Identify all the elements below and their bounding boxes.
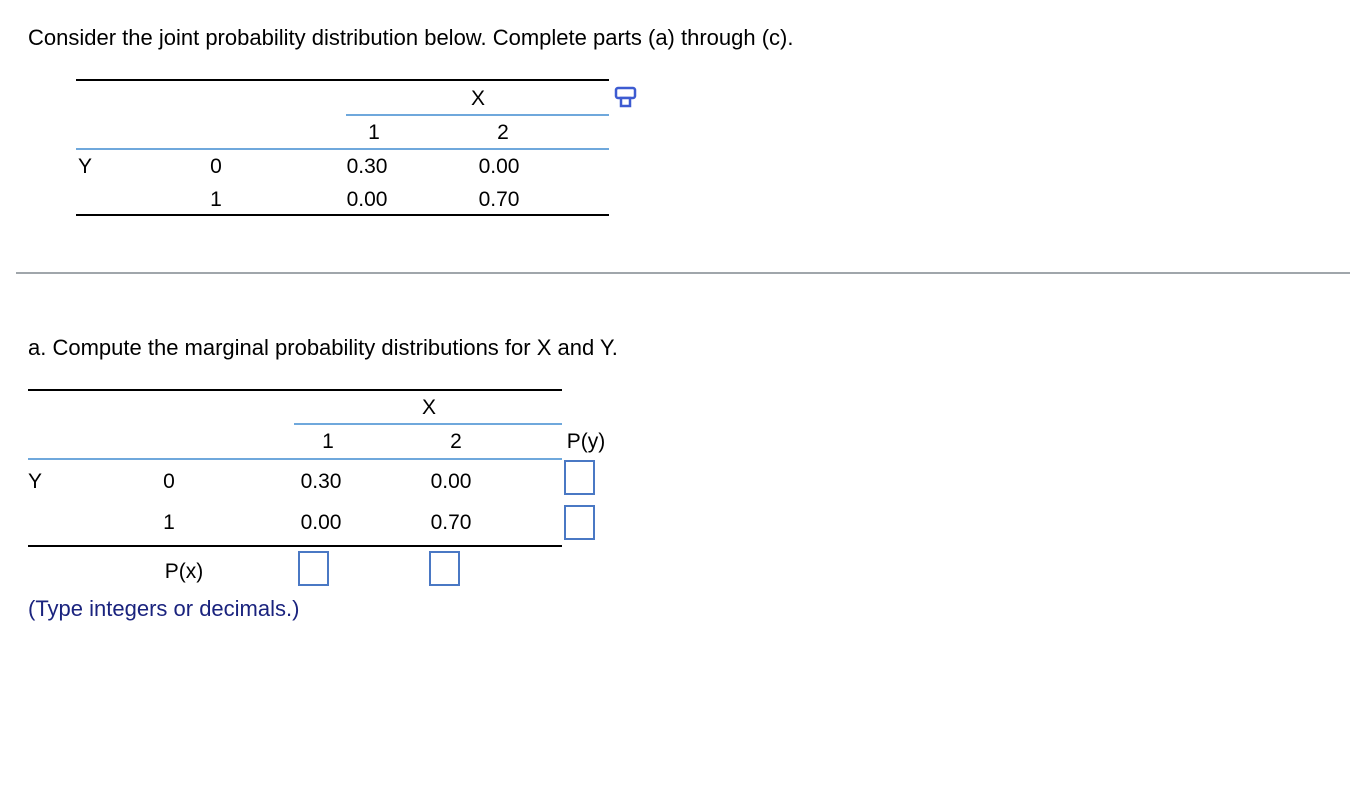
cell-y0-x2: 0.00	[478, 155, 520, 178]
answer-format-hint: (Type integers or decimals.)	[28, 596, 300, 621]
px-2-input[interactable]	[429, 551, 460, 586]
marginal-x-value-1: 1	[322, 430, 334, 453]
copy-to-clipboard-icon[interactable]	[613, 86, 639, 108]
py-0-input[interactable]	[564, 460, 595, 495]
table-top-rule	[76, 79, 609, 81]
table-bottom-rule	[76, 214, 609, 216]
cell-y1-x1: 0.00	[346, 188, 388, 211]
marginal-cell-y0-x1: 0.30	[300, 470, 342, 493]
py-1-input[interactable]	[564, 505, 595, 540]
y-header: Y	[78, 155, 93, 178]
py-header: P(y)	[566, 430, 606, 453]
marginal-table-bottom-rule	[28, 545, 562, 547]
px-1-input[interactable]	[298, 551, 329, 586]
marginal-cell-y0-x2: 0.00	[430, 470, 472, 493]
marginal-y-header: Y	[28, 470, 43, 493]
marginal-cell-y1-x1: 0.00	[300, 511, 342, 534]
px-label: P(x)	[164, 560, 204, 583]
cell-y1-x2: 0.70	[478, 188, 520, 211]
marginal-x-header-rule	[294, 423, 562, 425]
marginal-y-value-0: 0	[163, 470, 175, 493]
marginal-table-top-rule	[28, 389, 562, 391]
x-header-rule	[346, 114, 609, 116]
part-a-prompt: a. Compute the marginal probability distributions for X and Y.	[28, 335, 618, 360]
y-value-1: 1	[210, 188, 222, 211]
section-divider	[16, 272, 1350, 274]
x-value-1: 1	[368, 121, 380, 144]
marginal-column-header-rule	[28, 458, 562, 460]
marginal-x-header: X	[421, 396, 437, 419]
x-header: X	[470, 87, 486, 110]
cell-y0-x1: 0.30	[346, 155, 388, 178]
marginal-y-value-1: 1	[163, 511, 175, 534]
column-header-rule	[76, 148, 609, 150]
marginal-x-value-2: 2	[450, 430, 462, 453]
y-value-0: 0	[210, 155, 222, 178]
x-value-2: 2	[497, 121, 509, 144]
intro-text: Consider the joint probability distribution below. Complete parts (a) through (c).	[28, 25, 794, 50]
marginal-cell-y1-x2: 0.70	[430, 511, 472, 534]
